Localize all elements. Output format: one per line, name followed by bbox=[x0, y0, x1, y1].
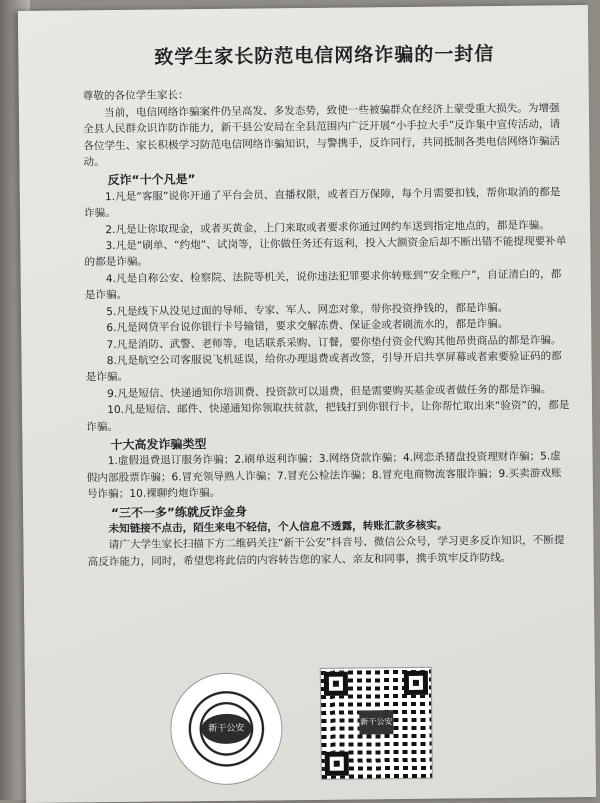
letter-title: 致学生家长防范电信网络诈骗的一封信 bbox=[154, 43, 495, 69]
section-three-rule-title: “三不一多”练就反诈金身 bbox=[111, 504, 247, 520]
greeting: 尊敬的各位学生家长： bbox=[82, 89, 189, 103]
rule-item: 2.凡是让你取现金，或者买黄金，上门来取或者要求你通过网约车送到指定地点的，都是诈骗。 bbox=[105, 219, 550, 236]
qr-finder-icon bbox=[324, 672, 348, 696]
rule-item: 7.凡是消防、武警、老师等，电话联系采购、订餐，要你垫付资金代购其他昂贵商品的都是诈骗。 bbox=[106, 333, 562, 351]
section-fraud-types-title: 十大高发诈骗类型 bbox=[110, 436, 207, 452]
letter-content bbox=[82, 45, 571, 570]
rule-item: 6.凡是网贷平台说你银行卡号输错，要求交解冻费、保证金或者刷流水的，都是诈骗。 bbox=[106, 317, 509, 335]
qr-codes bbox=[170, 667, 431, 788]
rule-item: 8.凡是航空公司客服说飞机延误，给你办理退费或者改签，引导开启共享屏幕或者索要验证码的都是诈骗。 bbox=[85, 350, 562, 384]
intro-paragraph: 当前，电信网络诈骗案件仍呈高发、多发态势，致使一些被骗群众在经济上蒙受重大损失。为增强全县人民群众识诈防诈能力，新干县公安局在全县范围内广泛开展“小手拉大手”反诈集中宣传活动，请各位学生、家长积极学习防范电信网络诈骗知识，与警携手，反诈同行，共同抵制各类电信网络诈骗活动。 bbox=[83, 102, 561, 169]
rule-item: 4.凡是自称公安、检察院、法院等机关，说你违法犯罪要求你转账到“安全账户”，自证清白的，都是诈骗。 bbox=[84, 268, 562, 302]
rule-item: 1.凡是“客服”说你开通了平台会员、直播权限，或者百万保障，每个月需要扣钱，帮你取消的都是诈骗。 bbox=[83, 186, 561, 220]
rule-item: 5.凡是线下从没见过面的导师、专家、军人、网恋对象，带你投资挣钱的，都是诈骗。 bbox=[106, 301, 509, 318]
rule-item: 9.凡是短信、快递通知你培训费、投资款可以退费，但是需要购买基金或者做任务的都是诈骗。 bbox=[107, 383, 552, 400]
three-rule-text: 未知链接不点击，陌生来电不轻信，个人信息不透露，转账汇款多核实。 bbox=[108, 519, 448, 536]
qr-finder-icon bbox=[325, 752, 349, 776]
qr-logo: 新干公安 bbox=[359, 710, 393, 734]
section-ten-rules-title: 反诈“十个凡是” bbox=[107, 172, 196, 188]
letter-paper bbox=[18, 5, 596, 803]
fraud-types-list: 1.虚假退费退订服务诈骗；2.刷单返利诈骗；3.网络贷款诈骗；4.网恋杀猪盘投资理财诈骗；5.虚假内部股票诈骗；6.冒充领导熟人诈骗；7.冒充公检法诈骗；8.冒充电商物流客服诈骗；9.买卖游戏账号诈骗；10.裸聊约炮诈骗。 bbox=[86, 450, 562, 501]
qr-logo: 新干公安 bbox=[201, 714, 251, 745]
rule-item: 10.凡是短信、邮件、快递通知你领取扶贫款，把钱打到你银行卡，让你帮忙取出来“验资”的，都是诈骗。 bbox=[86, 399, 570, 433]
douyin-qr-code[interactable] bbox=[170, 672, 283, 785]
appeal-paragraph: 请广大学生家长扫描下方二维码关注“新干公安”抖音号、微信公众号，学习更多反诈知识，不断提高反诈能力，同时，希望您将此信的内容转告您的家人、亲友和同事，携手筑牢反诈防线。 bbox=[87, 534, 565, 569]
wechat-qr-code[interactable] bbox=[320, 667, 433, 780]
qr-finder-icon bbox=[404, 671, 428, 695]
rule-item: 3.凡是“刷单、“约炮”、试岗等，让你做任务还有返利，投入大额资金后却不断出错不能提现要补单的都是诈骗。 bbox=[84, 235, 567, 269]
